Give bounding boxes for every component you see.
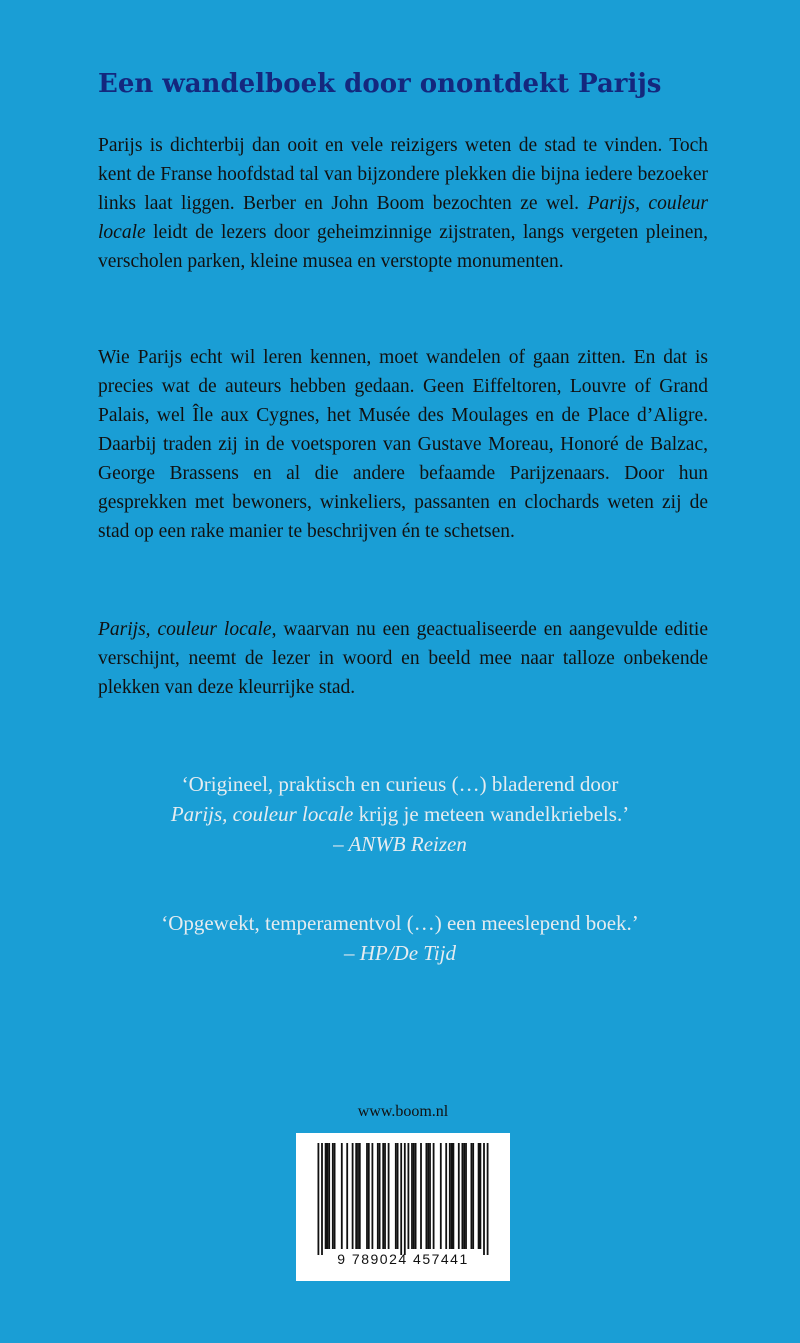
barcode-bar	[433, 1143, 435, 1249]
barcode-bar	[355, 1143, 357, 1249]
quote-line: Parijs, couleur locale krijg je meteen wandelkriebels.’	[170, 802, 630, 826]
barcode-bar	[334, 1143, 336, 1249]
barcode-bar	[471, 1143, 473, 1249]
barcode-bar	[404, 1143, 406, 1255]
barcode-bar	[382, 1143, 384, 1249]
blurb-paragraph-3: Parijs, couleur locale, waarvan nu een geactualiseerde en aangevulde editie verschijnt, neemt de lezer in woord en beeld mee naar talloze onbekende plekken van deze kleurrijke stad.	[98, 619, 708, 698]
barcode-bar	[478, 1143, 480, 1249]
barcode-bar	[397, 1143, 399, 1249]
italic-title: Parijs, couleur locale	[98, 619, 272, 640]
barcode-bar	[368, 1143, 370, 1249]
barcode-bar	[328, 1143, 330, 1249]
barcode-bar	[325, 1143, 327, 1249]
review-quote-2	[60, 908, 740, 968]
barcode-bar	[352, 1143, 354, 1249]
barcode-bar	[321, 1143, 323, 1255]
italic-title: Parijs, couleur locale	[170, 802, 354, 826]
barcode-bar	[483, 1143, 485, 1255]
barcode-bar	[480, 1143, 482, 1249]
barcode-bar	[388, 1143, 390, 1249]
barcode-bar	[359, 1143, 361, 1249]
barcode-bar	[463, 1143, 465, 1249]
barcode-bar	[451, 1143, 453, 1249]
barcode-bar	[377, 1143, 379, 1249]
barcode-bar	[408, 1143, 410, 1249]
italic-title: Parijs, couleur locale	[98, 193, 708, 243]
barcode-bar	[453, 1143, 455, 1249]
barcode-bar	[487, 1143, 489, 1255]
barcode-bar	[427, 1143, 429, 1249]
barcode-bar	[462, 1143, 464, 1249]
barcode-bar	[411, 1143, 413, 1249]
blurb-paragraph-1: Parijs is dichterbij dan ooit en vele reizigers weten de stad te vinden. Toch kent de Franse hoofdstad tal van bijzondere plekken die bijna iedere bezoeker links laat liggen. Berber en John Boom bezochten ze wel. Parijs, couleur locale leidt de lezers door geheimzinnige zijstraten, langs vergeten pleinen, verscholen parken, kleine musea en verstopte monumenten.	[98, 135, 708, 272]
barcode-bar	[366, 1143, 368, 1249]
barcode-bar	[384, 1143, 386, 1249]
cover-title: Een wandelboek door onontdekt Parijs	[98, 69, 662, 99]
barcode	[296, 1133, 510, 1281]
quote-source: – ANWB Reizen	[333, 832, 467, 856]
quote-line: ‘Origineel, praktisch en curieus (…) bladerend door	[181, 772, 619, 796]
barcode-bar	[445, 1143, 447, 1249]
quote-source: – HP/De Tijd	[343, 941, 456, 965]
barcode-bar	[429, 1143, 431, 1249]
barcode-bar	[318, 1143, 320, 1255]
barcode-bar	[449, 1143, 451, 1249]
barcode-bar	[332, 1143, 334, 1249]
barcode-bar	[346, 1143, 348, 1249]
publisher-url[interactable]: www.boom.nl	[357, 1103, 449, 1120]
barcode-bar	[327, 1143, 329, 1249]
barcode-bar	[372, 1143, 374, 1249]
barcode-bar	[400, 1143, 402, 1255]
barcode-bar	[413, 1143, 415, 1249]
barcode-bar	[458, 1143, 460, 1249]
barcode-bar	[426, 1143, 428, 1249]
barcode-bar	[395, 1143, 397, 1249]
barcode-bar	[379, 1143, 381, 1249]
barcode-bar	[415, 1143, 417, 1249]
quote-line: ‘Opgewekt, temperamentvol (…) een meeslepend boek.’	[161, 911, 639, 935]
barcode-bar	[420, 1143, 422, 1249]
barcode-bar	[440, 1143, 442, 1249]
barcode-bar	[341, 1143, 343, 1249]
barcode-bar	[472, 1143, 474, 1249]
barcode-bar	[465, 1143, 467, 1249]
isbn-number: 9 789024 457441	[337, 1251, 469, 1267]
review-quote-1	[60, 769, 740, 859]
barcode-bar	[357, 1143, 359, 1249]
blurb-paragraph-2: Wie Parijs echt wil leren kennen, moet wandelen of gaan zitten. En dat is precies wat de auteurs hebben gedaan. Geen Eiffeltoren, Louvre of Grand Palais, wel Île aux Cygnes, het Musée des Moulages en de Place d’Aligre. Daarbij traden zij in de voetsporen van Gustave Moreau, Honoré de Balzac, George Brassens en al die andere befaamde Parijzenaars. Door hun gesprekken met bewoners, winkeliers, passanten en clochards weten zij de stad op een rake manier te beschrijven én te schetsen.	[98, 347, 708, 542]
